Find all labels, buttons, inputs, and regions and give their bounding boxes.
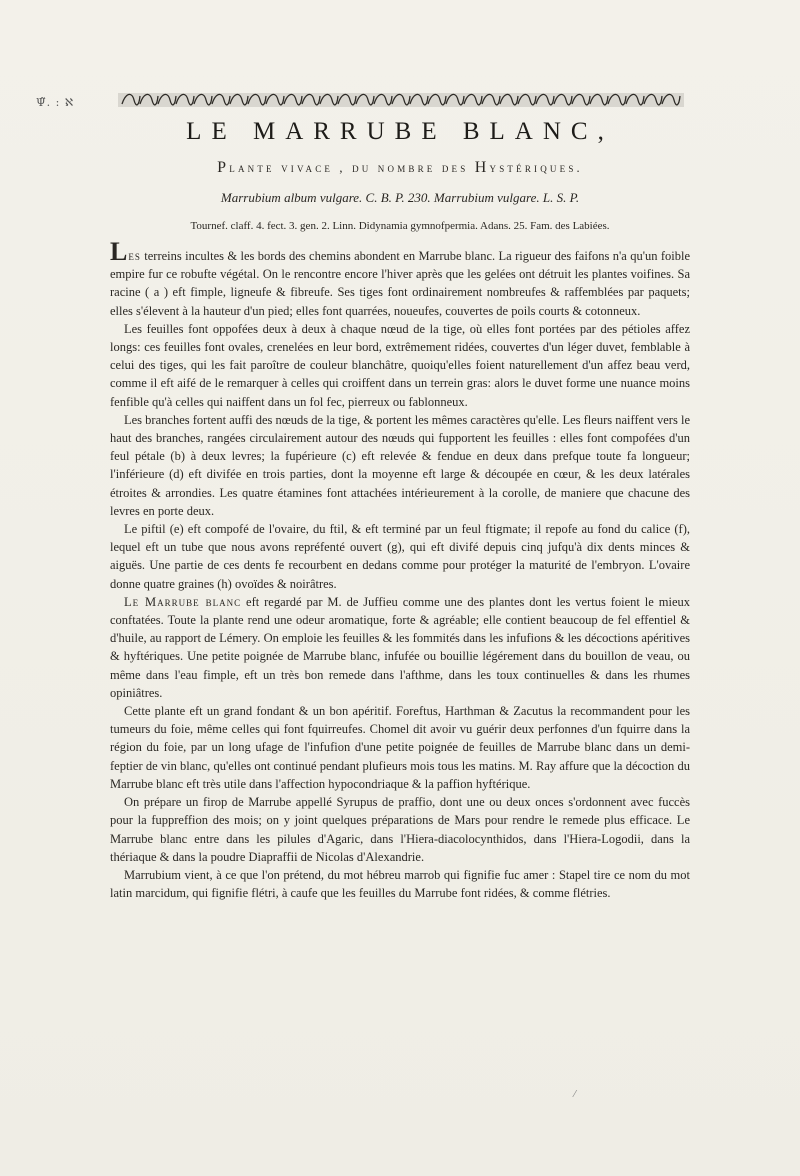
paragraph-5 (110, 593, 690, 702)
corner-mark: Ψ̃. : ℵ (36, 96, 75, 109)
paragraph-6: Cette plante eft un grand fondant & un bon apéritif. Foreftus, Harthman & Zacutus la recommandent pour les tumeurs du foie, même celles qui font fquirreufes. Chomel dit avoir vu guérir deux perfonnes d'un fquirre dans la région du foie, par un long ufage de l'infufion d'une petite poignée de feuilles de Marrube blanc dans un demi-feptier de vin blanc, qu'elles ont continué pendant plufieurs mois tous les matins. M. Ray affure que la décoction du Marrube blanc eft très utile dans l'affection hypocondriaque & la paffion hyftérique. (110, 704, 690, 791)
subtitle-part-1: lante vivace , du nombre des (229, 161, 475, 175)
stray-mark: ⁄ (574, 1090, 576, 1100)
latin-names: Marrubium album vulgare. C. B. P. 230. Marrubium vulgare. L. S. P. (220, 190, 580, 205)
paragraph-text: terreins incultes & les bords des chemins abondent en Marrube blanc. La rigueur des faifons n'a qu'un foible empire fur ce robufte végétal. On le rencontre encore l'hiver après que les gelées ont détruit les plantes voifines. Sa racine ( a ) eft fimple, ligneufe & fibreufe. Ses tiges font ordinairement nombreufes & raffemblées par paquets; elles s'élevent à la hauteur d'un pied; elles font quarrées, noueufes, couvertes de poils courts & cotonneux. (110, 249, 690, 318)
botanical-references: Tournef. claff. 4. fect. 3. gen. 2. Linn. Didynamia gymnofpermia. Adans. 25. Fam. des Labiées. (190, 220, 610, 232)
ornament-band (118, 90, 684, 110)
subtitle-cap-1: P (217, 159, 230, 176)
paragraph-text: eft regardé par M. de Juffieu comme une des plantes dont les vertus foient le mieux conftatées. Toute la plante rend une odeur aromatique, forte & agréable; elle contient beaucoup de fel effentiel & d'huile, au rapport de Lémery. On emploie les feuilles & les fommités dans les infufions & les décoctions apéritives & hyftériques. Une petite poignée de Marrube blanc, infufée ou bouillie légérement dans du bouillon de veau, ou même dans l'eau fimple, eft un très bon remede dans l'afthme, dans les toux continuelles & dans les rhumes opiniâtres. (110, 594, 690, 700)
paragraph-7: On prépare un firop de Marrube appellé Syrupus de praffio, dont une ou deux onces s'ordonnent avec fuccès pour la fuppreffion des mois; on y joint quelques préparations de Mars pour rendre le remede plus efficace. Le Marrube blanc entre dans les pilules d'Agaric, dans l'Hiera-diacolocynthidos, dans l'Hiera-Logodii, dans la thériaque & dans la poudre Diapraffii de Nicolas d'Alexandrie. (110, 795, 690, 864)
subtitle-part-2: ystériques. (489, 161, 583, 175)
lead-phrase: Le Marrube blanc (124, 594, 242, 609)
page-title: LE MARRUBE BLANC, (186, 118, 614, 145)
paragraph-1 (110, 237, 690, 320)
lead-word: es (128, 249, 141, 263)
paragraph-8: Marrubium vient, à ce que l'on prétend, du mot hébreu marrob qui fignifie fuc amer : Stapel tire ce nom du mot latin marcidum, qui fignifie flétri, à caufe que les feuilles du Marrube font ridées, & comme flétries. (110, 867, 690, 901)
paragraph-2: Les feuilles font oppofées deux à deux à chaque nœud de la tige, où elles font portées par des pétioles affez longs: ces feuilles font ovales, crenelées en leur bord, extrêmement ridées, couvertes d'un léger duvet, femblable à celui des tiges, qui les fait paroître de couleur blanchâtre, quoiqu'elles foient naturellement d'un affez beau verd, comme il eft aifé de le remarquer à celles qui croiffent dans un terrein gras: alors le duvet forme une nuance moins fenfible qu'à celles qui naiffent dans un fol fec, pierreux ou fablonneux. (110, 321, 690, 409)
paragraph-3: Les branches fortent auffi des nœuds de la tige, & portent les mêmes caractères qu'elle. Les fleurs naiffent vers le haut des branches, rangées circulairement autour des nœuds qui fupportent les feuilles : elles font compofées d'un feul pétale (b) à deux levres; la fupérieure (c) eft relevée & fendue en deux dans prefque toute fa longueur; l'inférieure (d) eft divifée en trois parties, dont la moyenne eft large & découpée en cœur, & les deux latérales étroites & arrondies. Les quatre étamines font attachées intérieurement à la corolle, de maniere que chacune des levres en porte deux. (110, 412, 690, 518)
article-body (110, 237, 690, 902)
drop-cap: L (110, 237, 128, 266)
subtitle-cap-2: H (474, 159, 490, 176)
paragraph-4: Le piftil (e) eft compofé de l'ovaire, du ftil, & eft terminé par un feul ftigmate; il repofe au fond du calice (f), lequel eft un tube que nous avons repréfenté ouvert (g), qui eft divifé depuis cinq jufqu'à dix dents minces & aiguës. Une partie de ces dents fe recourbent en dedans comme pour protéger la maturité de l'embryon. L'ovaire donne quatre graines (h) ovoïdes & noirâtres. (110, 522, 690, 591)
page-subtitle (0, 159, 800, 177)
